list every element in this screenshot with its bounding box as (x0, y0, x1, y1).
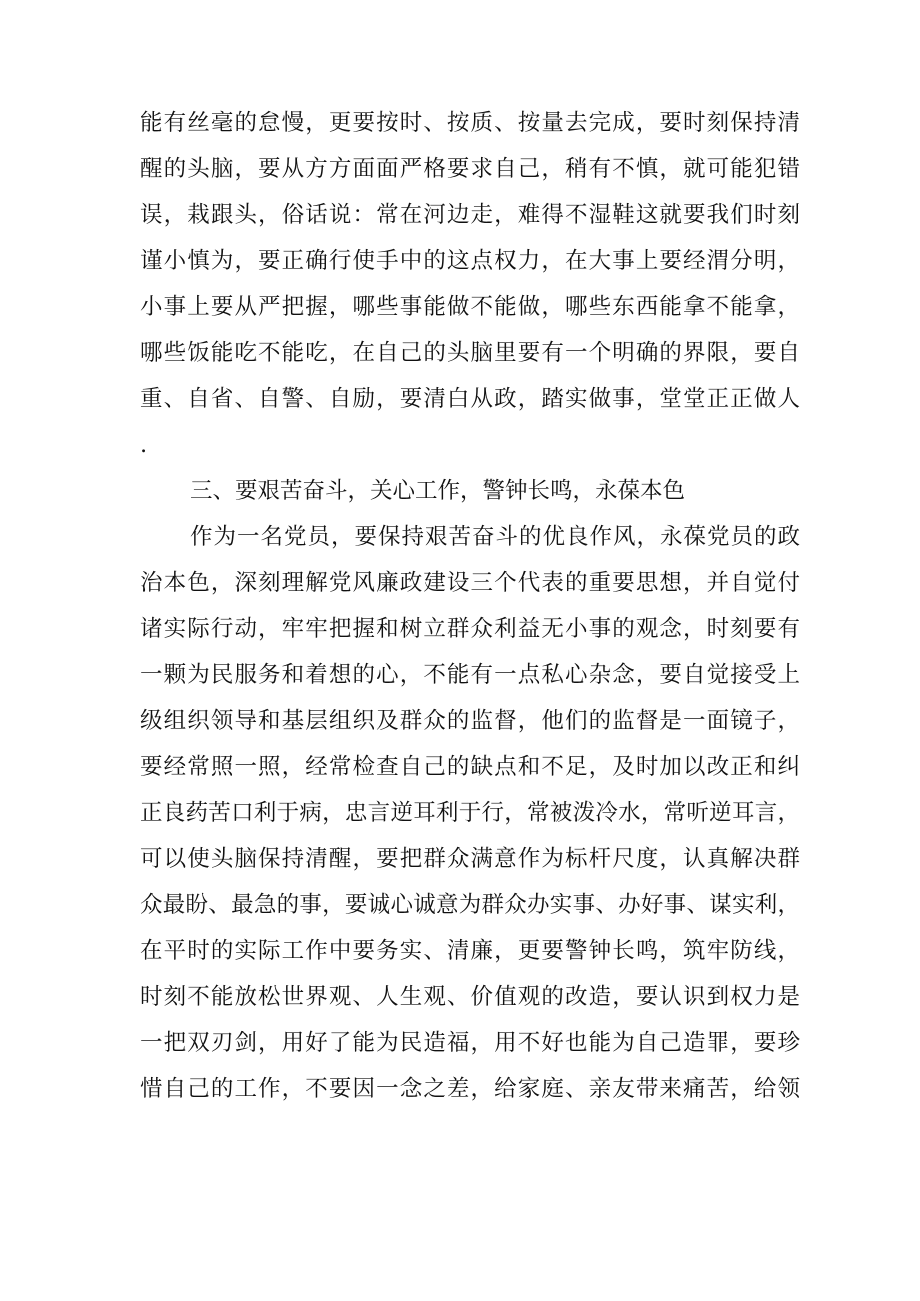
text-line: 醒的头脑，要从方方面面严格要求自己，稍有不慎，就可能犯错 (140, 156, 800, 182)
text-line: 时刻不能放松世界观、人生观、价值观的改造，要认识到权力是 (140, 984, 800, 1010)
text-line: 级组织领导和基层组织及群众的监督，他们的监督是一面镜子， (140, 708, 800, 734)
text-line: 误，栽跟头，俗话说：常在河边走，难得不湿鞋这就要我们时刻 (140, 202, 800, 228)
paragraph-1 (140, 100, 800, 468)
text-line: 惜自己的工作，不要因一念之差，给家庭、亲友带来痛苦，给领 (140, 1076, 800, 1102)
document-body (140, 100, 800, 1112)
paragraph-2 (140, 514, 800, 1112)
text-line: 在平时的实际工作中要务实、清廉，更要警钟长鸣，筑牢防线， (140, 938, 800, 964)
text-line: 重、自省、自警、自励，要清白从政，踏实做事，堂堂正正做人 (140, 386, 800, 412)
section-heading: 三、要艰苦奋斗，关心工作，警钟长鸣，永葆本色 (190, 478, 686, 504)
text-line: 诸实际行动，牢牢把握和树立群众利益无小事的观念，时刻要有 (140, 616, 800, 642)
text-line: 治本色，深刻理解党风廉政建设三个代表的重要思想，并自觉付 (140, 570, 800, 596)
text-line: 要经常照一照，经常检查自己的缺点和不足，及时加以改正和纠 (140, 754, 800, 780)
text-line: 一颗为民服务和着想的心，不能有一点私心杂念，要自觉接受上 (140, 662, 800, 688)
text-line: 可以使头脑保持清醒，要把群众满意作为标杆尺度，认真解决群 (140, 846, 800, 872)
text-line: 哪些饭能吃不能吃，在自己的头脑里要有一个明确的界限，要自 (140, 340, 800, 366)
text-line: 谨小慎为，要正确行使手中的这点权力，在大事上要经渭分明， (140, 248, 800, 274)
text-line: 一把双刃剑，用好了能为民造福，用不好也能为自己造罪，要珍 (140, 1030, 800, 1056)
text-line: 正良药苦口利于病，忠言逆耳利于行，常被泼冷水，常听逆耳言， (140, 800, 800, 826)
text-line: 众最盼、最急的事，要诚心诚意为群众办实事、办好事、谋实利， (140, 892, 800, 918)
text-line: . (140, 432, 148, 458)
text-line: 能有丝毫的怠慢，更要按时、按质、按量去完成，要时刻保持清 (140, 110, 800, 136)
text-line: 小事上要从严把握，哪些事能做不能做，哪些东西能拿不能拿， (140, 294, 800, 320)
text-line: 作为一名党员，要保持艰苦奋斗的优良作风，永葆党员的政 (190, 524, 800, 550)
